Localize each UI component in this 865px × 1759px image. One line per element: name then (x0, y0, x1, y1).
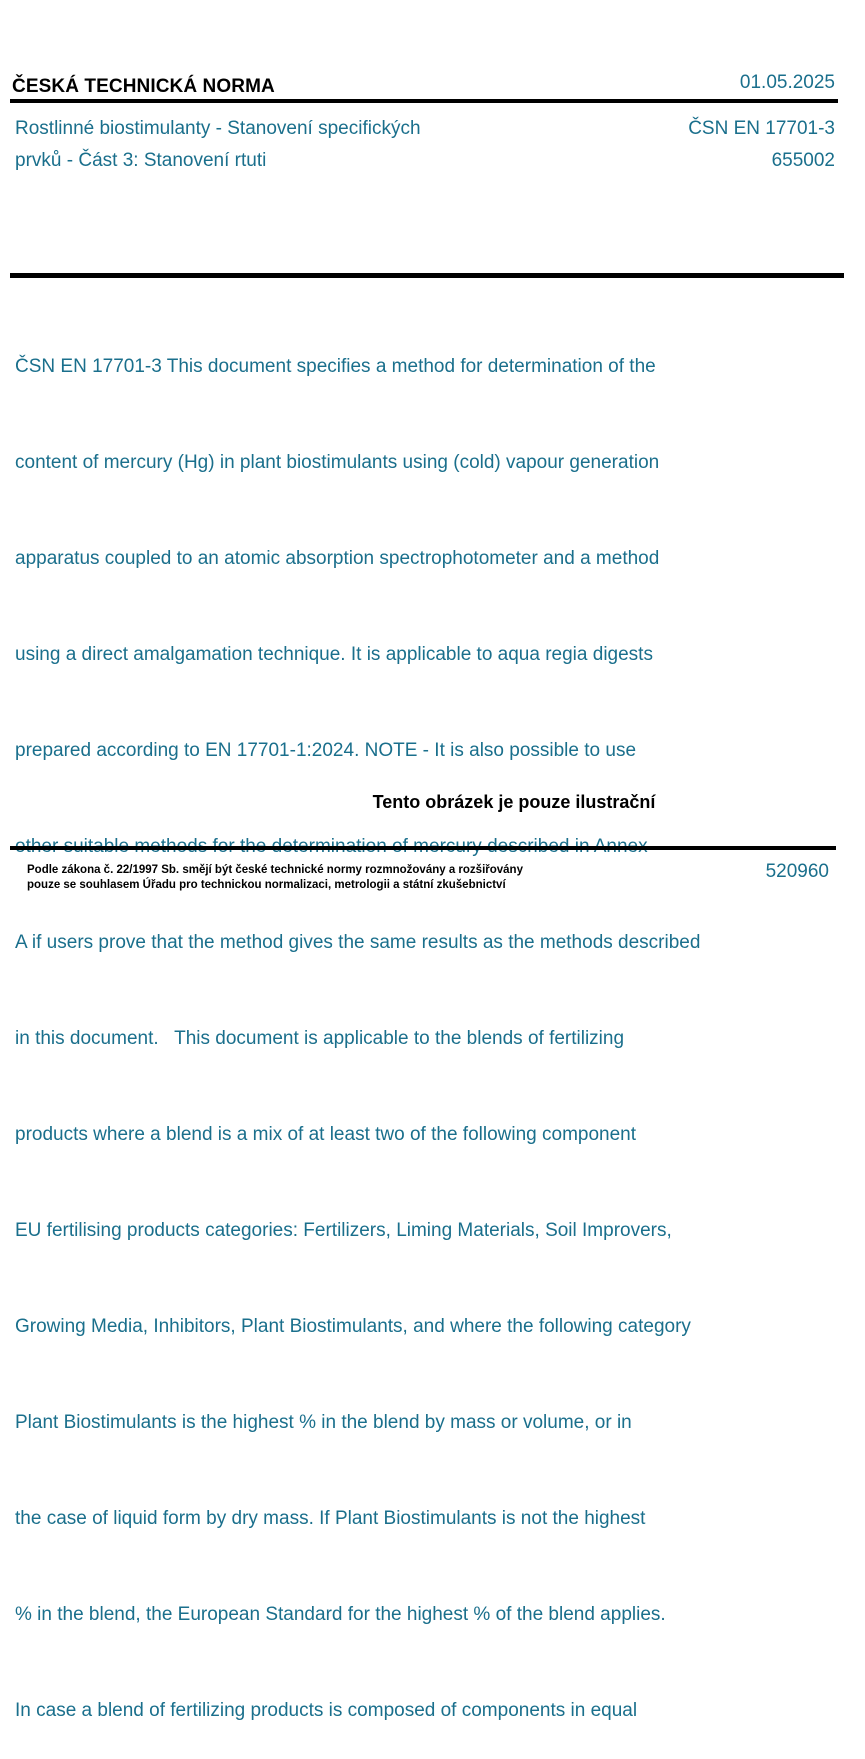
abstract-line: EU fertilising products categories: Fertilizers, Liming Materials, Soil Improvers, (15, 1220, 672, 1241)
illustration-disclaimer: Tento obrázek je pouze ilustrační (372, 792, 656, 812)
legal-notice-line: Podle zákona č. 22/1997 Sb. smějí být české technické normy rozmnožovány a rozšiřovány (27, 864, 523, 876)
classification-code: 655002 (771, 150, 835, 171)
abstract-text (15, 287, 815, 1759)
legal-notice (27, 863, 523, 893)
section-divider (10, 273, 844, 278)
abstract-line: the case of liquid form by dry mass. If Plant Biostimulants is not the highest (15, 1508, 646, 1529)
publication-date: 01.05.2025 (739, 72, 835, 93)
abstract-line: products where a blend is a mix of at least two of the following component (15, 1124, 637, 1145)
document-title-line: Rostlinné biostimulanty - Stanovení specifických (15, 118, 421, 139)
footer-code: 520960 (765, 861, 829, 882)
abstract-line: content of mercury (Hg) in plant biostimulants using (cold) vapour generation (15, 452, 660, 473)
legal-notice-line: pouze se souhlasem Úřadu pro technickou normalizaci, metrologii a státní zkušebnictví (27, 879, 506, 891)
abstract-line: in this document. This document is applicable to the blends of fertilizing (15, 1028, 625, 1049)
header-divider (10, 99, 838, 103)
abstract-line: Plant Biostimulants is the highest % in the blend by mass or volume, or in (15, 1412, 632, 1433)
abstract-line: prepared according to EN 17701-1:2024. NOTE - It is also possible to use (15, 740, 637, 761)
standard-number: ČSN EN 17701-3 (688, 118, 835, 139)
abstract-line: Growing Media, Inhibitors, Plant Biostimulants, and where the following category (15, 1316, 691, 1337)
document-title (15, 113, 535, 177)
document-title-line: prvků - Část 3: Stanovení rtuti (15, 150, 267, 171)
norm-heading: ČESKÁ TECHNICKÁ NORMA (12, 76, 275, 97)
abstract-line: In case a blend of fertilizing products is composed of components in equal (15, 1700, 638, 1721)
abstract-line: using a direct amalgamation technique. It is applicable to aqua regia digests (15, 644, 653, 665)
abstract-line: ČSN EN 17701-3 This document specifies a method for determination of the (15, 356, 656, 377)
document-identifiers (688, 113, 835, 177)
abstract-line: apparatus coupled to an atomic absorption spectrophotometer and a method (15, 548, 660, 569)
footer-divider (10, 846, 836, 850)
abstract-line: A if users prove that the method gives the same results as the methods described (15, 932, 701, 953)
abstract-line: % in the blend, the European Standard for the highest % of the blend applies. (15, 1604, 666, 1625)
